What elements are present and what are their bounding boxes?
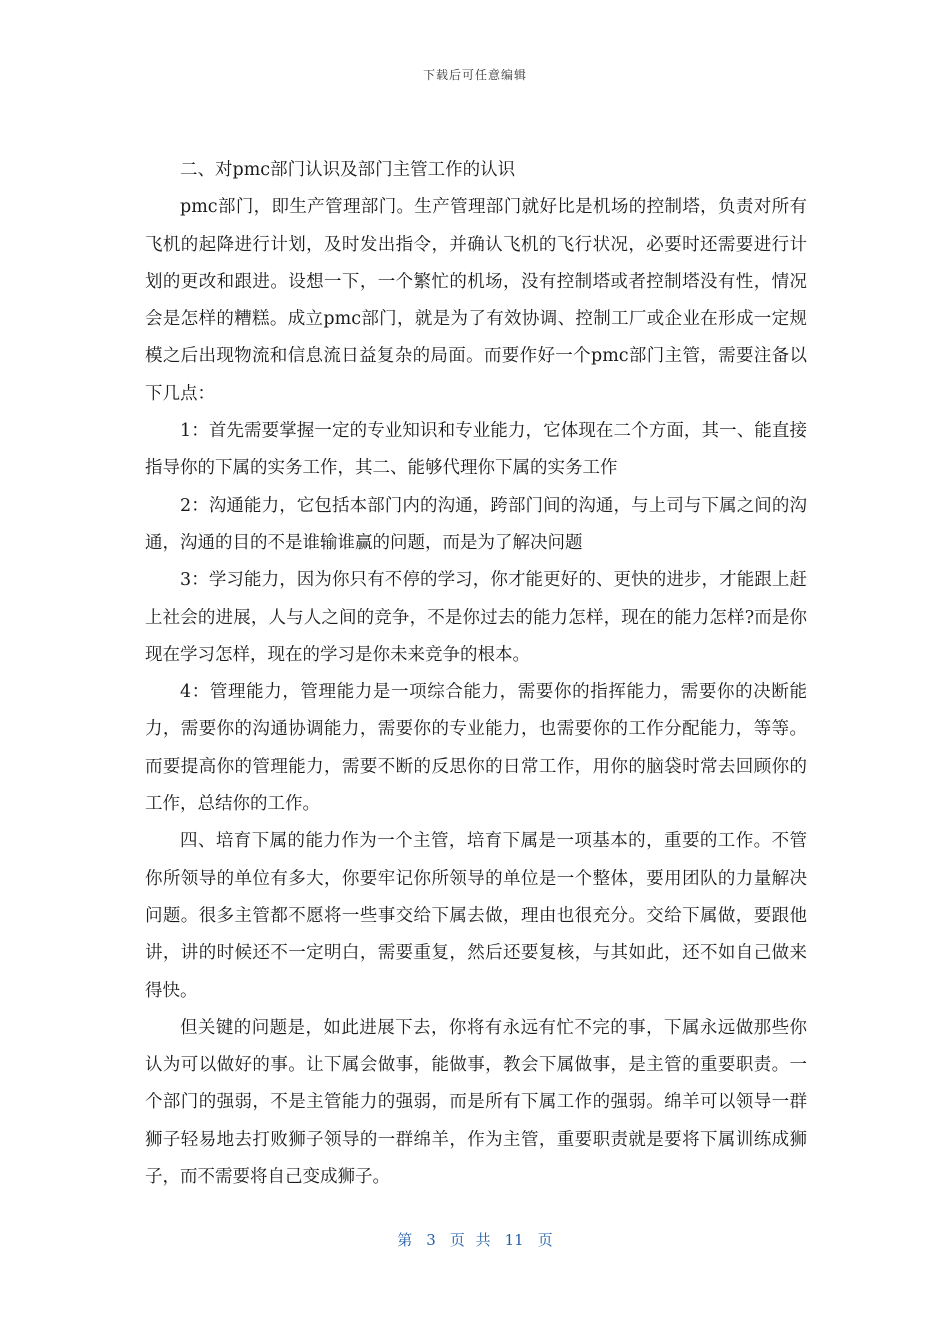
- page-header: 下载后可任意编辑: [422, 68, 527, 82]
- list-item-1-professional-ability: 1：首先需要掌握一定的专业知识和专业能力，它体现在二个方面，其一、能直接指导你的下属的实务工作，其二、能够代理你下属的实务工作: [145, 421, 807, 479]
- footer-label-page: 第: [397, 1231, 413, 1249]
- list-item-3-learning: 3：学习能力，因为你只有不停的学习，你才能更好的、更快的进步，才能跟上赶上社会的进展，人与人之间的竞争，不是你过去的能力怎样，现在的能力怎样?而是你现在学习怎样，现在的学习是你未来竞争的根本。: [145, 570, 807, 665]
- paragraph-pmc-intro: pmc部门，即生产管理部门。生产管理部门就好比是机场的控制塔，负责对所有飞机的起降进行计划，及时发出指令，并确认飞机的飞行状况，必要时还需要进行计划的更改和跟进。设想一下，一个繁忙的机场，没有控制塔或者控制塔没有性，情况会是怎样的糟糕。成立pmc部门，就是为了有效协调、控制工厂或企业在形成一定规模之后出现物流和信息流日益复杂的局面。而要作好一个pmc部门主管，需要注备以下几点：: [145, 197, 807, 404]
- document-body: [145, 152, 807, 1196]
- list-item-4-management: 4：管理能力，管理能力是一项综合能力，需要你的指挥能力，需要你的决断能力，需要你的沟通协调能力，需要你的专业能力，也需要你的工作分配能力，等等。而要提高你的管理能力，需要不断的反思你的日常工作，用你的脑袋时常去回顾你的工作，总结你的工作。: [145, 682, 807, 815]
- footer-label-pages: 页: [537, 1231, 553, 1249]
- section-heading-pmc: 二、对pmc部门认识及部门主管工作的认识: [180, 160, 516, 180]
- footer-label-of: 页 共: [449, 1231, 491, 1249]
- paragraph-key-issue: 但关键的问题是，如此进展下去，你将有永远有忙不完的事，下属永远做那些你认为可以做好的事。让下属会做事，能做事，教会下属做事，是主管的重要职责。一个部门的强弱，不是主管能力的强弱，而是所有下属工作的强弱。绵羊可以领导一群狮子轻易地去打败狮子领导的一群绵羊，作为主管，重要职责就是要将下属训练成狮子，而不需要将自己变成狮子。: [145, 1017, 807, 1188]
- section-heading-subordinates: 四、培育下属的能力作为一个主管，培育下属是一项基本的，重要的工作。不管你所领导的单位有多大，你要牢记你所领导的单位是一个整体，要用团队的力量解决问题。很多主管都不愿将一些事交给下属去做，理由也很充分。交给下属做，要跟他讲，讲的时候还不一定明白，需要重复，然后还要复核，与其如此，还不如自己做来得快。: [145, 831, 807, 1001]
- list-item-2-communication: 2：沟通能力，它包括本部门内的沟通，跨部门间的沟通，与上司与下属之间的沟通，沟通的目的不是谁输谁赢的问题，而是为了解决问题: [145, 495, 807, 553]
- page-footer: [0, 1229, 950, 1250]
- footer-current-page: 3: [426, 1231, 436, 1249]
- footer-total-pages: 11: [504, 1231, 524, 1249]
